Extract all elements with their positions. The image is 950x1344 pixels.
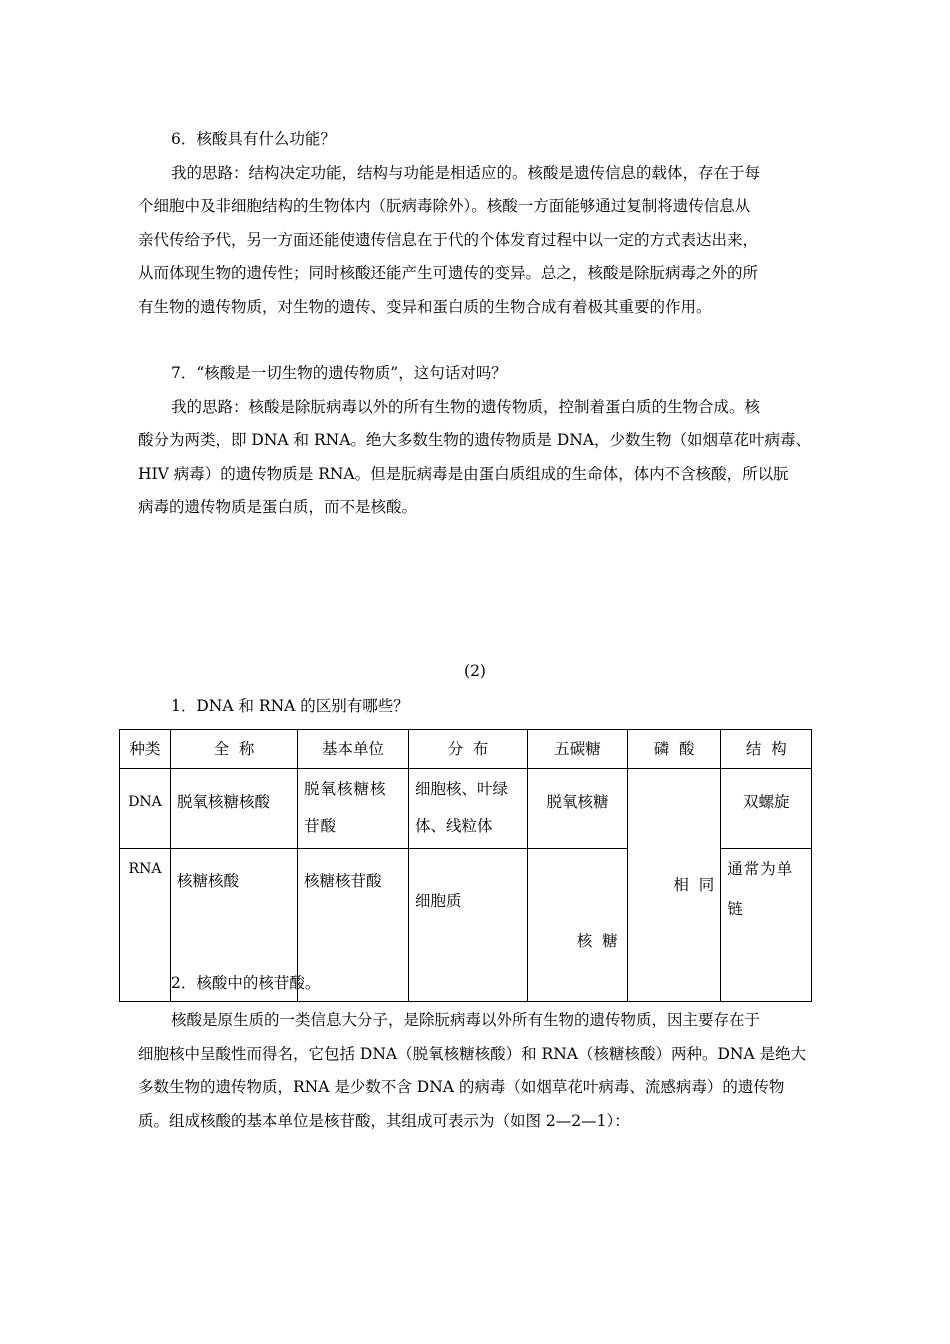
full-name-value: 脱氧核糖核酸 [177,793,271,811]
structure-line-2: 链 [727,900,744,918]
header-cell: 种类 [120,730,171,769]
unit-value: 核糖核苷酸 [304,872,382,890]
sugar-value: 脱氧核糖 [546,793,609,811]
structure-line-1: 通常为单 [727,860,794,878]
question-7 [138,357,828,525]
dna-rna-comparison-table [119,729,812,1002]
table-question [138,690,828,724]
header-cell: 基本单位 [298,730,409,769]
type-value: RNA [128,861,162,877]
cell-unit [298,769,409,849]
question-6-line: 从而体现生物的遗传性；同时核酸还能产生可遗传的变异。总之，核酸是除朊病毒之外的所 [138,264,759,282]
question-6 [138,123,828,324]
question-6-line: 个细胞中及非细胞结构的生物体内（朊病毒除外）。核酸一方面能够通过复制将遗传信息从 [138,197,751,215]
nucleotides-line: 多数生物的遗传物质，RNA 是少数不含 DNA 的病毒（如烟草花叶病毒、流感病毒）的遗传物 [138,1078,785,1096]
header-cell: 结 构 [721,730,812,769]
type-value: DNA [128,794,162,810]
nucleotides-line: 细胞核中呈酸性而得名，它包括 DNA（脱氧核糖核酸）和 RNA（核糖核酸）两种。DNA 是绝大 [138,1044,807,1063]
dist-line-1: 细胞核、叶绿 [415,780,509,798]
nucleotides-line: 质。组成核酸的基本单位是核苷酸，其组成可表示为（如图 2—2—1）： [138,1111,630,1130]
question-7-line: 病毒的遗传物质是蛋白质，而不是核酸。 [138,498,418,516]
cell-sugar [528,769,628,849]
cell-distribution [409,769,528,849]
sugar-value: 核 糖 [576,932,618,950]
structure-value: 双螺旋 [743,793,790,811]
dist-line-2: 体、线粒体 [415,817,493,835]
full-name-value: 核糖核酸 [177,872,240,890]
question-6-line: 我的思路：结构决定功能，结构与功能是相适应的。核酸是遗传信息的载体，存在于每 [171,163,761,182]
unit-line-1: 脱氧核糖核 [304,780,387,798]
question-6-title: 6．核酸具有什么功能？ [171,130,336,148]
question-nucleotides [138,967,828,1001]
phosphate-value: 相 同 [673,876,715,894]
section-marker: (2) [464,662,486,680]
question-7-line: 我的思路：核酸是除朊病毒以外的所有生物的遗传物质，控制着蛋白质的生物合成。核 [171,397,761,416]
header-cell: 五碳糖 [528,730,628,769]
nucleotides-line: 核酸是原生质的一类信息大分子，是除朊病毒以外所有生物的遗传物质，因主要存在于 [171,1011,761,1029]
question-6-line: 亲代传给予代，另一方面还能使遗传信息在于代的个体发育过程中以一定的方式表达出来， [138,230,759,249]
cell-structure [721,769,812,849]
question-7-title: 7．“核酸是一切生物的遗传物质”，这句话对吗？ [171,364,507,382]
nucleotides-body [138,1004,828,1138]
unit-line-2: 苷酸 [304,817,338,835]
cell-full-name [171,769,298,849]
header-cell: 磷 酸 [628,730,721,769]
header-cell: 全 称 [171,730,298,769]
table-row-dna [120,769,812,849]
nucleotides-title: 2．核酸中的核苷酸。 [171,974,321,992]
question-7-line: HIV 病毒）的遗传物质是 RNA。但是朊病毒是由蛋白质组成的生命体，体内不含核酸，所以朊 [138,464,789,483]
header-cell: 分 布 [409,730,528,769]
table-question-title: 1．DNA 和 RNA 的区别有哪些？ [171,697,409,715]
table-header-row [120,730,812,769]
question-6-line: 有生物的遗传物质，对生物的遗传、变异和蛋白质的生物合成有着极其重要的作用。 [138,297,712,316]
question-7-line: 酸分为两类，即 DNA 和 RNA。绝大多数生物的遗传物质是 DNA，少数生物（如烟草花叶病毒、 [138,431,812,449]
dist-value: 细胞质 [415,892,462,910]
cell-type [120,769,171,849]
